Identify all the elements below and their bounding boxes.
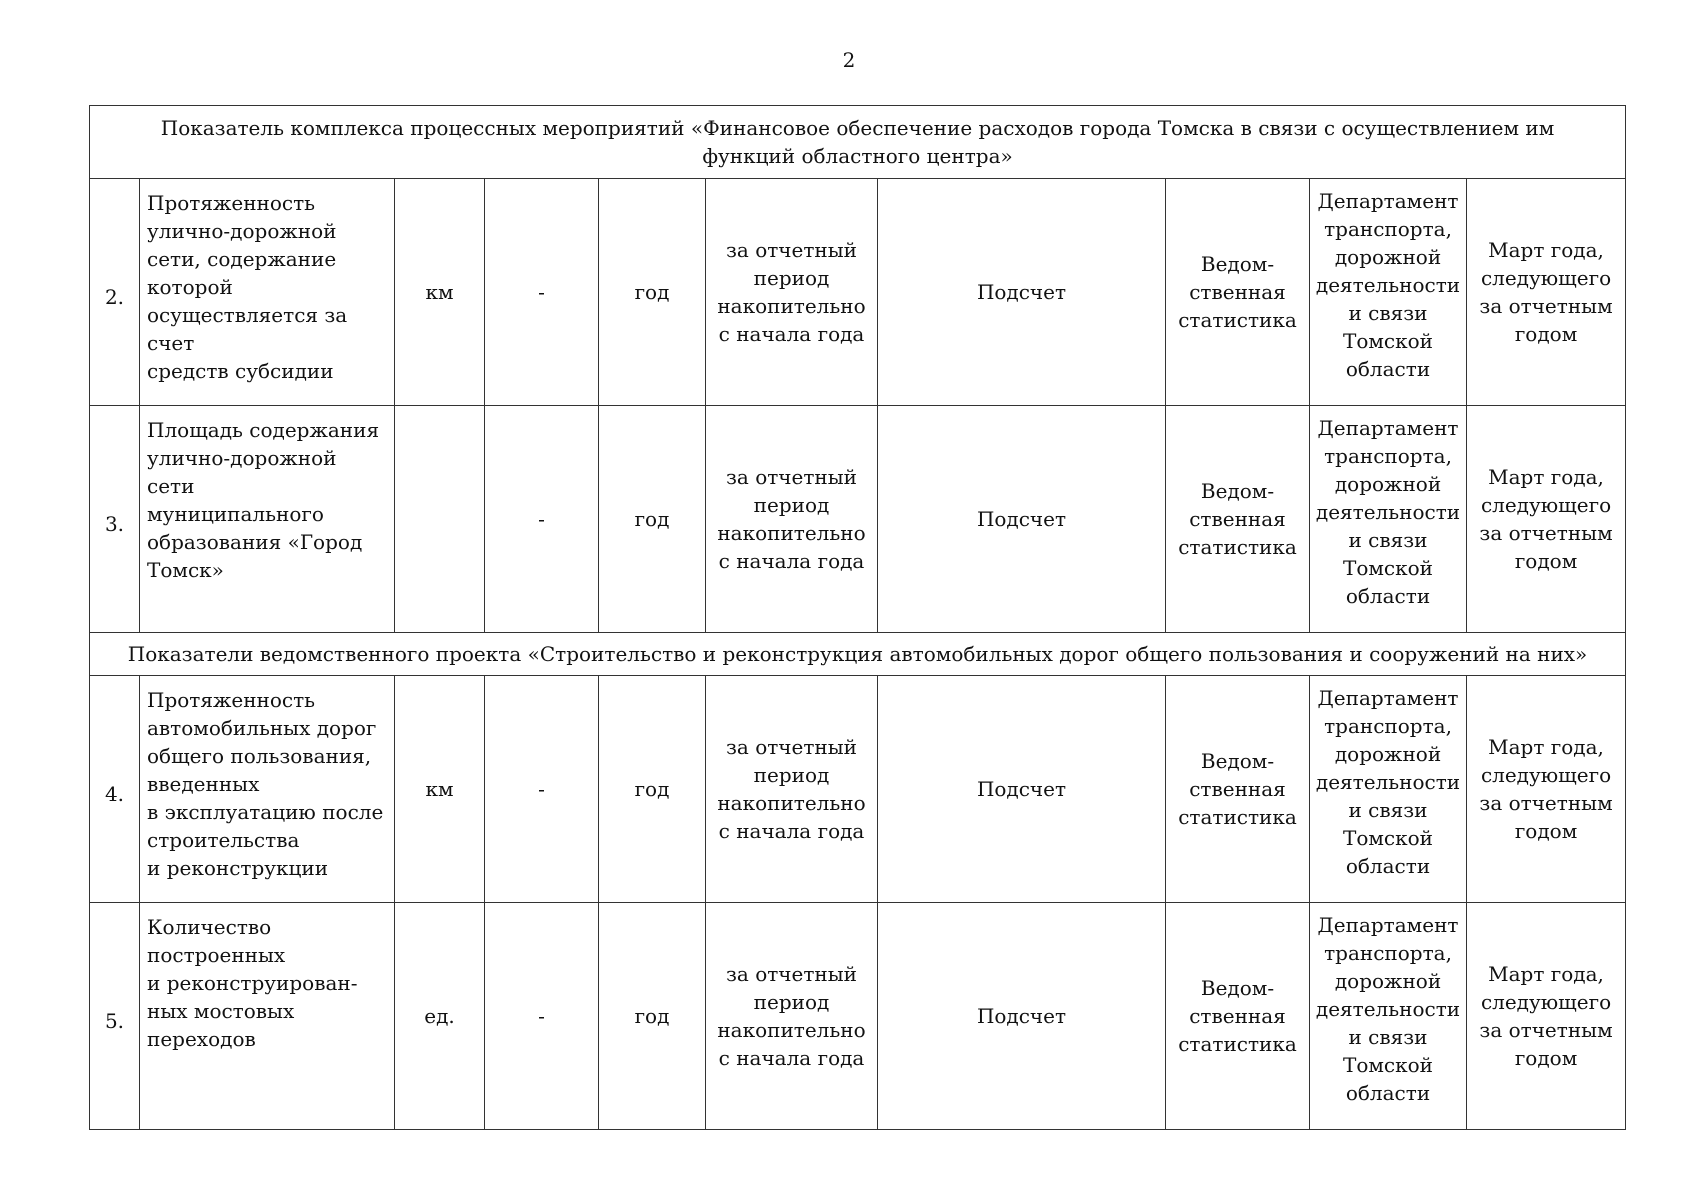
dash-cell: - — [485, 903, 599, 1130]
method-cell: Подсчет — [878, 179, 1166, 406]
responsible-cell: Департамент транспорта, дорожной деятельности и связи Томской области — [1310, 903, 1467, 1130]
section-row — [90, 633, 1626, 676]
indicator-name: Протяженность улично-дорожной сети, содержание которой осуществляется за счет средств субсидии — [147, 191, 348, 383]
indicator-name-cell — [140, 406, 395, 633]
period-cell: год — [599, 903, 706, 1130]
row-number: 5. — [90, 903, 140, 1130]
method-cell: Подсчет — [878, 406, 1166, 633]
page-number: 2 — [842, 48, 856, 72]
responsible-cell: Департамент транспорта, дорожной деятельности и связи Томской области — [1310, 179, 1467, 406]
table-row — [90, 903, 1626, 1130]
indicator-name-cell — [140, 179, 395, 406]
source-cell: Ведом- ственная статистика — [1166, 179, 1310, 406]
period-cell: год — [599, 406, 706, 633]
deadline-cell: Март года, следующего за отчетным годом — [1467, 406, 1626, 633]
section-title: Показатели ведомственного проекта «Строительство и реконструкция автомобильных дорог общего пользования и сооружений на них» — [90, 633, 1626, 676]
indicator-name-cell — [140, 903, 395, 1130]
dash-cell: - — [485, 676, 599, 903]
unit-cell: ед. — [395, 903, 485, 1130]
section-title: Показатель комплекса процессных мероприятий «Финансовое обеспечение расходов города Томска в связи с осуществлением им функций областного центра» — [90, 106, 1626, 179]
dash-cell: - — [485, 179, 599, 406]
periodicity-cell: за отчетный период накопительно с начала года — [706, 676, 878, 903]
periodicity-cell: за отчетный период накопительно с начала года — [706, 179, 878, 406]
unit-cell: км — [395, 676, 485, 903]
source-cell: Ведом- ственная статистика — [1166, 406, 1310, 633]
indicator-name: Протяженность автомобильных дорог общего пользования, введенных в эксплуатацию после строительства и реконструкции — [147, 688, 384, 880]
table-row — [90, 676, 1626, 903]
source-cell: Ведом- ственная статистика — [1166, 676, 1310, 903]
method-cell: Подсчет — [878, 676, 1166, 903]
responsible-cell: Департамент транспорта, дорожной деятельности и связи Томской области — [1310, 406, 1467, 633]
row-number: 4. — [90, 676, 140, 903]
periodicity-cell: за отчетный период накопительно с начала года — [706, 406, 878, 633]
periodicity-cell: за отчетный период накопительно с начала года — [706, 903, 878, 1130]
unit-cell — [395, 406, 485, 633]
indicators-table — [89, 105, 1626, 1130]
source-cell: Ведом- ственная статистика — [1166, 903, 1310, 1130]
row-number: 2. — [90, 179, 140, 406]
deadline-cell: Март года, следующего за отчетным годом — [1467, 179, 1626, 406]
unit-cell: км — [395, 179, 485, 406]
method-cell: Подсчет — [878, 903, 1166, 1130]
row-number: 3. — [90, 406, 140, 633]
section-row — [90, 106, 1626, 179]
deadline-cell: Март года, следующего за отчетным годом — [1467, 903, 1626, 1130]
indicator-name-cell — [140, 676, 395, 903]
period-cell: год — [599, 676, 706, 903]
indicator-name: Площадь содержания улично-дорожной сети муниципального образования «Город Томск» — [147, 418, 380, 582]
table-row — [90, 179, 1626, 406]
deadline-cell: Март года, следующего за отчетным годом — [1467, 676, 1626, 903]
dash-cell: - — [485, 406, 599, 633]
indicator-name: Количество построенных и реконструирован- ных мостовых переходов — [147, 915, 358, 1051]
table-row — [90, 406, 1626, 633]
responsible-cell: Департамент транспорта, дорожной деятельности и связи Томской области — [1310, 676, 1467, 903]
period-cell: год — [599, 179, 706, 406]
